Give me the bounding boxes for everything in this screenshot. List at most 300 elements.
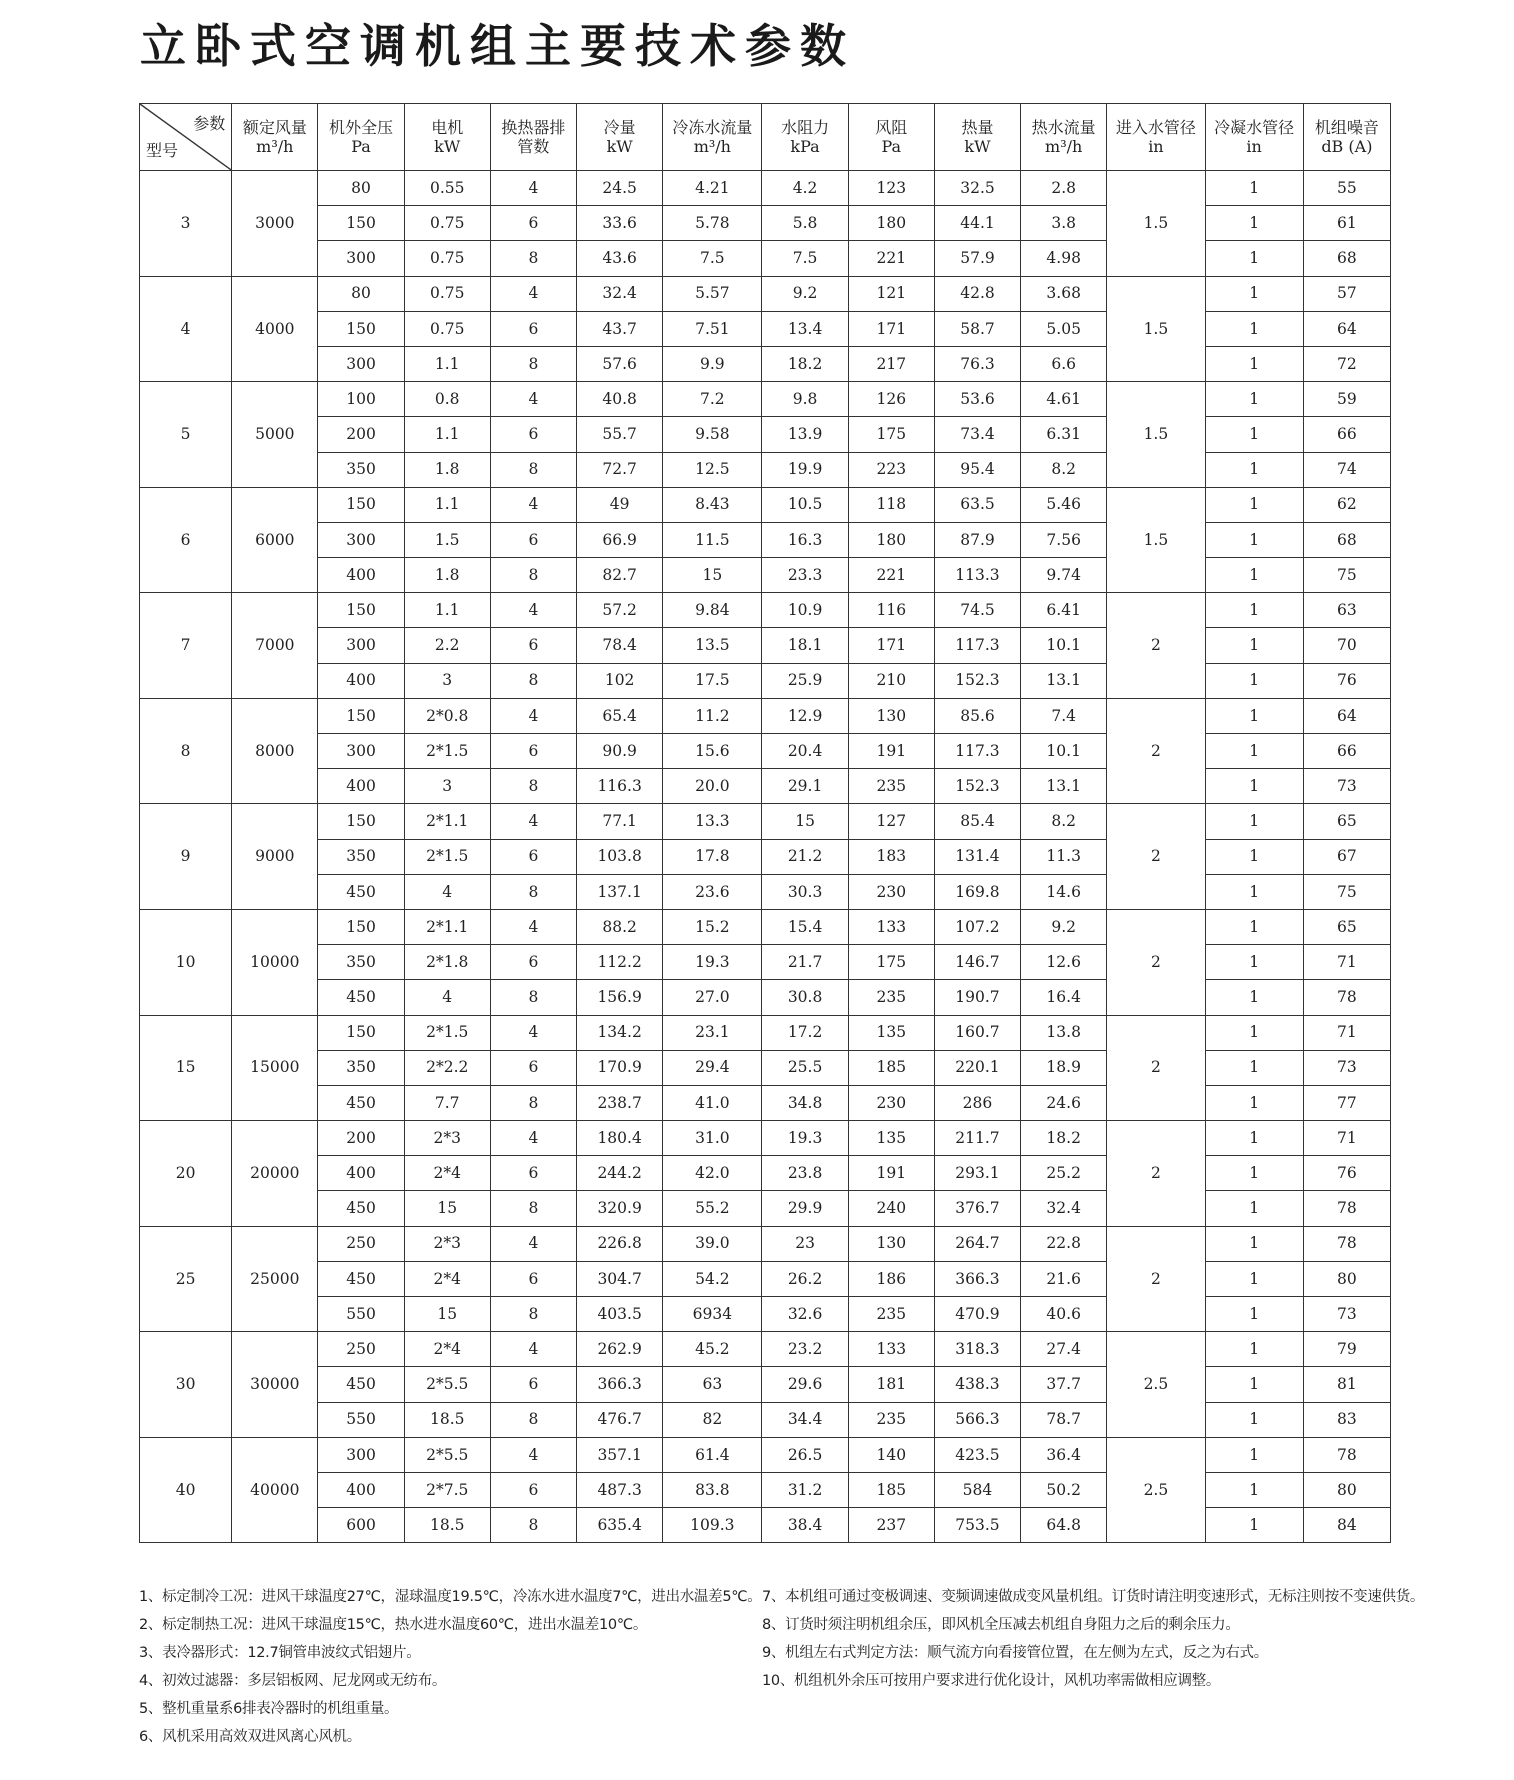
cooling-cell: 32.4 [577, 276, 663, 311]
chilled-flow-cell: 83.8 [663, 1472, 762, 1507]
water-resistance-cell: 34.4 [762, 1402, 848, 1437]
model-cell: 20 [140, 1121, 232, 1227]
chilled-flow-cell: 12.5 [663, 452, 762, 487]
heating-cell: 753.5 [934, 1508, 1020, 1543]
heating-cell: 160.7 [934, 1015, 1020, 1050]
note-item: 5、整机重量系6排表冷器时的机组重量。 [139, 1701, 399, 1717]
chilled-flow-cell: 11.5 [663, 522, 762, 557]
hot-flow-cell: 6.41 [1021, 593, 1107, 628]
air-resistance-cell: 230 [848, 1085, 934, 1120]
heating-cell: 152.3 [934, 769, 1020, 804]
air-resistance-cell: 235 [848, 1402, 934, 1437]
condensate-pipe-cell: 1 [1205, 839, 1303, 874]
condensate-pipe-cell: 1 [1205, 734, 1303, 769]
motor-cell: 1.8 [404, 558, 490, 593]
rows-cell: 6 [490, 1367, 576, 1402]
motor-cell: 2*1.5 [404, 1015, 490, 1050]
air-resistance-cell: 175 [848, 417, 934, 452]
pressure-cell: 300 [318, 241, 404, 276]
cooling-cell: 82.7 [577, 558, 663, 593]
pressure-cell: 150 [318, 698, 404, 733]
motor-cell: 18.5 [404, 1508, 490, 1543]
airflow-cell: 8000 [232, 698, 318, 804]
pressure-cell: 80 [318, 276, 404, 311]
water-resistance-cell: 17.2 [762, 1015, 848, 1050]
rows-cell: 6 [490, 1156, 576, 1191]
table-row [140, 804, 1391, 839]
air-resistance-cell: 185 [848, 1472, 934, 1507]
heating-cell: 85.6 [934, 698, 1020, 733]
chilled-flow-cell: 55.2 [663, 1191, 762, 1226]
model-cell: 15 [140, 1015, 232, 1121]
airflow-cell: 4000 [232, 276, 318, 382]
water-resistance-cell: 5.8 [762, 206, 848, 241]
motor-cell: 2*0.8 [404, 698, 490, 733]
pressure-cell: 100 [318, 382, 404, 417]
rows-cell: 4 [490, 909, 576, 944]
rows-cell: 8 [490, 1085, 576, 1120]
hot-flow-cell: 13.1 [1021, 769, 1107, 804]
hot-flow-cell: 4.98 [1021, 241, 1107, 276]
column-header-unit: Pa [881, 137, 902, 156]
heating-cell: 470.9 [934, 1297, 1020, 1332]
chilled-flow-cell: 82 [663, 1402, 762, 1437]
hot-flow-cell: 3.8 [1021, 206, 1107, 241]
air-resistance-cell: 235 [848, 1297, 934, 1332]
inlet-pipe-cell: 2.5 [1107, 1437, 1205, 1543]
table-row [140, 1332, 1391, 1367]
condensate-pipe-cell: 1 [1205, 487, 1303, 522]
air-resistance-cell: 237 [848, 1508, 934, 1543]
cooling-cell: 635.4 [577, 1508, 663, 1543]
rows-cell: 6 [490, 522, 576, 557]
model-cell: 9 [140, 804, 232, 910]
pressure-cell: 400 [318, 1472, 404, 1507]
air-resistance-cell: 130 [848, 698, 934, 733]
column-header-label: 冷量 [603, 117, 636, 137]
noise-cell: 67 [1303, 839, 1390, 874]
table-row [140, 593, 1391, 628]
condensate-pipe-cell: 1 [1205, 346, 1303, 381]
rows-cell: 6 [490, 945, 576, 980]
motor-cell: 2*3 [404, 1226, 490, 1261]
spec-table [139, 103, 1391, 1543]
column-header [232, 104, 318, 171]
heating-cell: 318.3 [934, 1332, 1020, 1367]
chilled-flow-cell: 31.0 [663, 1121, 762, 1156]
pressure-cell: 150 [318, 311, 404, 346]
pressure-cell: 350 [318, 1050, 404, 1085]
model-cell: 4 [140, 276, 232, 382]
cooling-cell: 43.6 [577, 241, 663, 276]
cooling-cell: 112.2 [577, 945, 663, 980]
air-resistance-cell: 235 [848, 980, 934, 1015]
hot-flow-cell: 32.4 [1021, 1191, 1107, 1226]
note-item: 9、机组左右式判定方法：顺气流方向看接管位置，在左侧为左式，反之为右式。 [762, 1645, 1268, 1661]
motor-cell: 18.5 [404, 1402, 490, 1437]
heating-cell: 85.4 [934, 804, 1020, 839]
condensate-pipe-cell: 1 [1205, 1402, 1303, 1437]
cooling-cell: 134.2 [577, 1015, 663, 1050]
condensate-pipe-cell: 1 [1205, 558, 1303, 593]
column-header [318, 104, 404, 171]
hot-flow-cell: 6.6 [1021, 346, 1107, 381]
water-resistance-cell: 32.6 [762, 1297, 848, 1332]
hot-flow-cell: 7.56 [1021, 522, 1107, 557]
inlet-pipe-cell: 2 [1107, 909, 1205, 1015]
cooling-cell: 33.6 [577, 206, 663, 241]
rows-cell: 8 [490, 452, 576, 487]
column-header [577, 104, 663, 171]
heating-cell: 286 [934, 1085, 1020, 1120]
motor-cell: 2*2.2 [404, 1050, 490, 1085]
noise-cell: 71 [1303, 945, 1390, 980]
cooling-cell: 357.1 [577, 1437, 663, 1472]
noise-cell: 80 [1303, 1472, 1390, 1507]
hot-flow-cell: 13.8 [1021, 1015, 1107, 1050]
motor-cell: 2*4 [404, 1332, 490, 1367]
rows-cell: 4 [490, 171, 576, 206]
heating-cell: 584 [934, 1472, 1020, 1507]
water-resistance-cell: 15.4 [762, 909, 848, 944]
column-header [934, 104, 1020, 171]
airflow-cell: 7000 [232, 593, 318, 699]
chilled-flow-cell: 5.57 [663, 276, 762, 311]
pressure-cell: 400 [318, 1156, 404, 1191]
chilled-flow-cell: 4.21 [663, 171, 762, 206]
pressure-cell: 150 [318, 1015, 404, 1050]
water-resistance-cell: 12.9 [762, 698, 848, 733]
noise-cell: 74 [1303, 452, 1390, 487]
pressure-cell: 300 [318, 628, 404, 663]
heating-cell: 117.3 [934, 734, 1020, 769]
chilled-flow-cell: 41.0 [663, 1085, 762, 1120]
inlet-pipe-cell: 1.5 [1107, 276, 1205, 382]
water-resistance-cell: 7.5 [762, 241, 848, 276]
motor-cell: 2.2 [404, 628, 490, 663]
water-resistance-cell: 23 [762, 1226, 848, 1261]
notes-right [762, 1583, 1424, 1695]
airflow-cell: 5000 [232, 382, 318, 488]
heating-cell: 113.3 [934, 558, 1020, 593]
condensate-pipe-cell: 1 [1205, 1050, 1303, 1085]
airflow-cell: 15000 [232, 1015, 318, 1121]
airflow-cell: 6000 [232, 487, 318, 593]
hot-flow-cell: 13.1 [1021, 663, 1107, 698]
heating-cell: 76.3 [934, 346, 1020, 381]
noise-cell: 66 [1303, 417, 1390, 452]
heating-cell: 169.8 [934, 874, 1020, 909]
airflow-cell: 9000 [232, 804, 318, 910]
air-resistance-cell: 121 [848, 276, 934, 311]
motor-cell: 2*1.5 [404, 734, 490, 769]
hot-flow-cell: 25.2 [1021, 1156, 1107, 1191]
rows-cell: 4 [490, 1121, 576, 1156]
noise-cell: 71 [1303, 1015, 1390, 1050]
cooling-cell: 137.1 [577, 874, 663, 909]
air-resistance-cell: 140 [848, 1437, 934, 1472]
inlet-pipe-cell: 2 [1107, 804, 1205, 910]
pressure-cell: 450 [318, 1085, 404, 1120]
column-header-label: 电机 [431, 117, 464, 137]
noise-cell: 83 [1303, 1402, 1390, 1437]
noise-cell: 78 [1303, 1226, 1390, 1261]
cooling-cell: 24.5 [577, 171, 663, 206]
pressure-cell: 350 [318, 839, 404, 874]
airflow-cell: 25000 [232, 1226, 318, 1332]
heating-cell: 42.8 [934, 276, 1020, 311]
column-header-unit: in [1246, 137, 1262, 156]
model-cell: 30 [140, 1332, 232, 1438]
column-header-label: 进入水管径 [1115, 117, 1196, 137]
rows-cell: 6 [490, 1472, 576, 1507]
condensate-pipe-cell: 1 [1205, 593, 1303, 628]
table-row [140, 276, 1391, 311]
noise-cell: 59 [1303, 382, 1390, 417]
condensate-pipe-cell: 1 [1205, 804, 1303, 839]
air-resistance-cell: 221 [848, 241, 934, 276]
water-resistance-cell: 25.5 [762, 1050, 848, 1085]
column-header-unit: m³/h [1045, 137, 1083, 156]
column-header-label: 换热器排 [501, 117, 566, 137]
hot-flow-cell: 40.6 [1021, 1297, 1107, 1332]
pressure-cell: 150 [318, 206, 404, 241]
heating-cell: 376.7 [934, 1191, 1020, 1226]
water-resistance-cell: 10.5 [762, 487, 848, 522]
column-header-unit: m³/h [256, 137, 294, 156]
water-resistance-cell: 10.9 [762, 593, 848, 628]
condensate-pipe-cell: 1 [1205, 909, 1303, 944]
column-header-label: 水阻力 [781, 117, 830, 137]
pressure-cell: 80 [318, 171, 404, 206]
cooling-cell: 65.4 [577, 698, 663, 733]
condensate-pipe-cell: 1 [1205, 628, 1303, 663]
column-header [490, 104, 576, 171]
air-resistance-cell: 191 [848, 1156, 934, 1191]
heating-cell: 366.3 [934, 1261, 1020, 1296]
heating-cell: 57.9 [934, 241, 1020, 276]
heating-cell: 211.7 [934, 1121, 1020, 1156]
noise-cell: 61 [1303, 206, 1390, 241]
chilled-flow-cell: 19.3 [663, 945, 762, 980]
chilled-flow-cell: 42.0 [663, 1156, 762, 1191]
noise-cell: 78 [1303, 1191, 1390, 1226]
hot-flow-cell: 18.9 [1021, 1050, 1107, 1085]
noise-cell: 73 [1303, 769, 1390, 804]
motor-cell: 2*1.5 [404, 839, 490, 874]
rows-cell: 8 [490, 1191, 576, 1226]
pressure-cell: 300 [318, 1437, 404, 1472]
hot-flow-cell: 3.68 [1021, 276, 1107, 311]
hot-flow-cell: 78.7 [1021, 1402, 1107, 1437]
water-resistance-cell: 31.2 [762, 1472, 848, 1507]
column-header-label: 热水流量 [1031, 117, 1096, 137]
chilled-flow-cell: 54.2 [663, 1261, 762, 1296]
hot-flow-cell: 16.4 [1021, 980, 1107, 1015]
hot-flow-cell: 2.8 [1021, 171, 1107, 206]
air-resistance-cell: 171 [848, 311, 934, 346]
column-header-label: 冷凝水管径 [1214, 117, 1295, 137]
pressure-cell: 300 [318, 734, 404, 769]
table-row [140, 1121, 1391, 1156]
column-header-unit: m³/h [693, 137, 731, 156]
inlet-pipe-cell: 2 [1107, 1121, 1205, 1227]
cooling-cell: 78.4 [577, 628, 663, 663]
air-resistance-cell: 183 [848, 839, 934, 874]
water-resistance-cell: 16.3 [762, 522, 848, 557]
chilled-flow-cell: 109.3 [663, 1508, 762, 1543]
cooling-cell: 43.7 [577, 311, 663, 346]
pressure-cell: 250 [318, 1226, 404, 1261]
column-header-unit: kW [964, 137, 991, 156]
noise-cell: 75 [1303, 874, 1390, 909]
water-resistance-cell: 9.8 [762, 382, 848, 417]
hot-flow-cell: 5.46 [1021, 487, 1107, 522]
cooling-cell: 88.2 [577, 909, 663, 944]
chilled-flow-cell: 17.8 [663, 839, 762, 874]
noise-cell: 77 [1303, 1085, 1390, 1120]
column-header-label: 机外全压 [329, 117, 394, 137]
column-header [1205, 104, 1303, 171]
rows-cell: 4 [490, 698, 576, 733]
pressure-cell: 400 [318, 663, 404, 698]
air-resistance-cell: 185 [848, 1050, 934, 1085]
chilled-flow-cell: 15 [663, 558, 762, 593]
column-header [762, 104, 848, 171]
motor-cell: 0.75 [404, 311, 490, 346]
motor-cell: 1.1 [404, 487, 490, 522]
motor-cell: 2*7.5 [404, 1472, 490, 1507]
column-header [1303, 104, 1390, 171]
noise-cell: 78 [1303, 1437, 1390, 1472]
hot-flow-cell: 24.6 [1021, 1085, 1107, 1120]
rows-cell: 6 [490, 1261, 576, 1296]
air-resistance-cell: 180 [848, 522, 934, 557]
cooling-cell: 90.9 [577, 734, 663, 769]
column-header-label: 风阻 [875, 117, 908, 137]
chilled-flow-cell: 15.6 [663, 734, 762, 769]
condensate-pipe-cell: 1 [1205, 1472, 1303, 1507]
pressure-cell: 600 [318, 1508, 404, 1543]
chilled-flow-cell: 23.1 [663, 1015, 762, 1050]
condensate-pipe-cell: 1 [1205, 276, 1303, 311]
corner-cell [140, 104, 232, 171]
motor-cell: 1.5 [404, 522, 490, 557]
cooling-cell: 72.7 [577, 452, 663, 487]
cooling-cell: 226.8 [577, 1226, 663, 1261]
motor-cell: 7.7 [404, 1085, 490, 1120]
column-header-label: 额定风量 [242, 117, 307, 137]
air-resistance-cell: 181 [848, 1367, 934, 1402]
chilled-flow-cell: 9.9 [663, 346, 762, 381]
noise-cell: 73 [1303, 1297, 1390, 1332]
air-resistance-cell: 171 [848, 628, 934, 663]
pressure-cell: 200 [318, 1121, 404, 1156]
condensate-pipe-cell: 1 [1205, 206, 1303, 241]
note-item: 10、机组机外余压可按用户要求进行优化设计，风机功率需做相应调整。 [762, 1673, 1221, 1689]
hot-flow-cell: 27.4 [1021, 1332, 1107, 1367]
column-header-unit: kPa [790, 137, 820, 156]
hot-flow-cell: 5.05 [1021, 311, 1107, 346]
chilled-flow-cell: 61.4 [663, 1437, 762, 1472]
noise-cell: 65 [1303, 909, 1390, 944]
pressure-cell: 450 [318, 980, 404, 1015]
table-row [140, 1015, 1391, 1050]
table-row [140, 1437, 1391, 1472]
rows-cell: 4 [490, 1332, 576, 1367]
column-header-label: 热量 [961, 117, 994, 137]
note-item: 7、本机组可通过变极调速、变频调速做成变风量机组。订货时请注明变速形式，无标注则按不变速供货。 [762, 1589, 1425, 1605]
chilled-flow-cell: 7.51 [663, 311, 762, 346]
condensate-pipe-cell: 1 [1205, 1121, 1303, 1156]
motor-cell: 1.1 [404, 593, 490, 628]
cooling-cell: 57.2 [577, 593, 663, 628]
hot-flow-cell: 11.3 [1021, 839, 1107, 874]
noise-cell: 57 [1303, 276, 1390, 311]
cooling-cell: 55.7 [577, 417, 663, 452]
noise-cell: 64 [1303, 311, 1390, 346]
motor-cell: 3 [404, 769, 490, 804]
heating-cell: 53.6 [934, 382, 1020, 417]
air-resistance-cell: 240 [848, 1191, 934, 1226]
motor-cell: 1.1 [404, 346, 490, 381]
heating-cell: 44.1 [934, 206, 1020, 241]
heating-cell: 107.2 [934, 909, 1020, 944]
motor-cell: 2*3 [404, 1121, 490, 1156]
hot-flow-cell: 10.1 [1021, 734, 1107, 769]
air-resistance-cell: 235 [848, 769, 934, 804]
heating-cell: 438.3 [934, 1367, 1020, 1402]
rows-cell: 6 [490, 311, 576, 346]
heating-cell: 131.4 [934, 839, 1020, 874]
water-resistance-cell: 29.9 [762, 1191, 848, 1226]
noise-cell: 81 [1303, 1367, 1390, 1402]
motor-cell: 4 [404, 874, 490, 909]
air-resistance-cell: 116 [848, 593, 934, 628]
model-cell: 3 [140, 171, 232, 277]
column-header-label: 机组噪音 [1314, 117, 1379, 137]
noise-cell: 72 [1303, 346, 1390, 381]
heating-cell: 87.9 [934, 522, 1020, 557]
rows-cell: 8 [490, 663, 576, 698]
pressure-cell: 250 [318, 1332, 404, 1367]
heating-cell: 423.5 [934, 1437, 1020, 1472]
cooling-cell: 366.3 [577, 1367, 663, 1402]
cooling-cell: 238.7 [577, 1085, 663, 1120]
air-resistance-cell: 191 [848, 734, 934, 769]
heating-cell: 146.7 [934, 945, 1020, 980]
model-cell: 25 [140, 1226, 232, 1332]
airflow-cell: 40000 [232, 1437, 318, 1543]
motor-cell: 1.8 [404, 452, 490, 487]
water-resistance-cell: 15 [762, 804, 848, 839]
cooling-cell: 49 [577, 487, 663, 522]
motor-cell: 2*4 [404, 1156, 490, 1191]
motor-cell: 3 [404, 663, 490, 698]
hot-flow-cell: 14.6 [1021, 874, 1107, 909]
inlet-pipe-cell: 1.5 [1107, 487, 1205, 593]
motor-cell: 0.55 [404, 171, 490, 206]
cooling-cell: 103.8 [577, 839, 663, 874]
motor-cell: 2*5.5 [404, 1437, 490, 1472]
pressure-cell: 150 [318, 909, 404, 944]
column-header-unit: 管数 [517, 137, 550, 156]
column-header-unit: dB (A) [1321, 137, 1373, 156]
pressure-cell: 150 [318, 593, 404, 628]
air-resistance-cell: 223 [848, 452, 934, 487]
header-row [140, 104, 1391, 171]
noise-cell: 76 [1303, 663, 1390, 698]
